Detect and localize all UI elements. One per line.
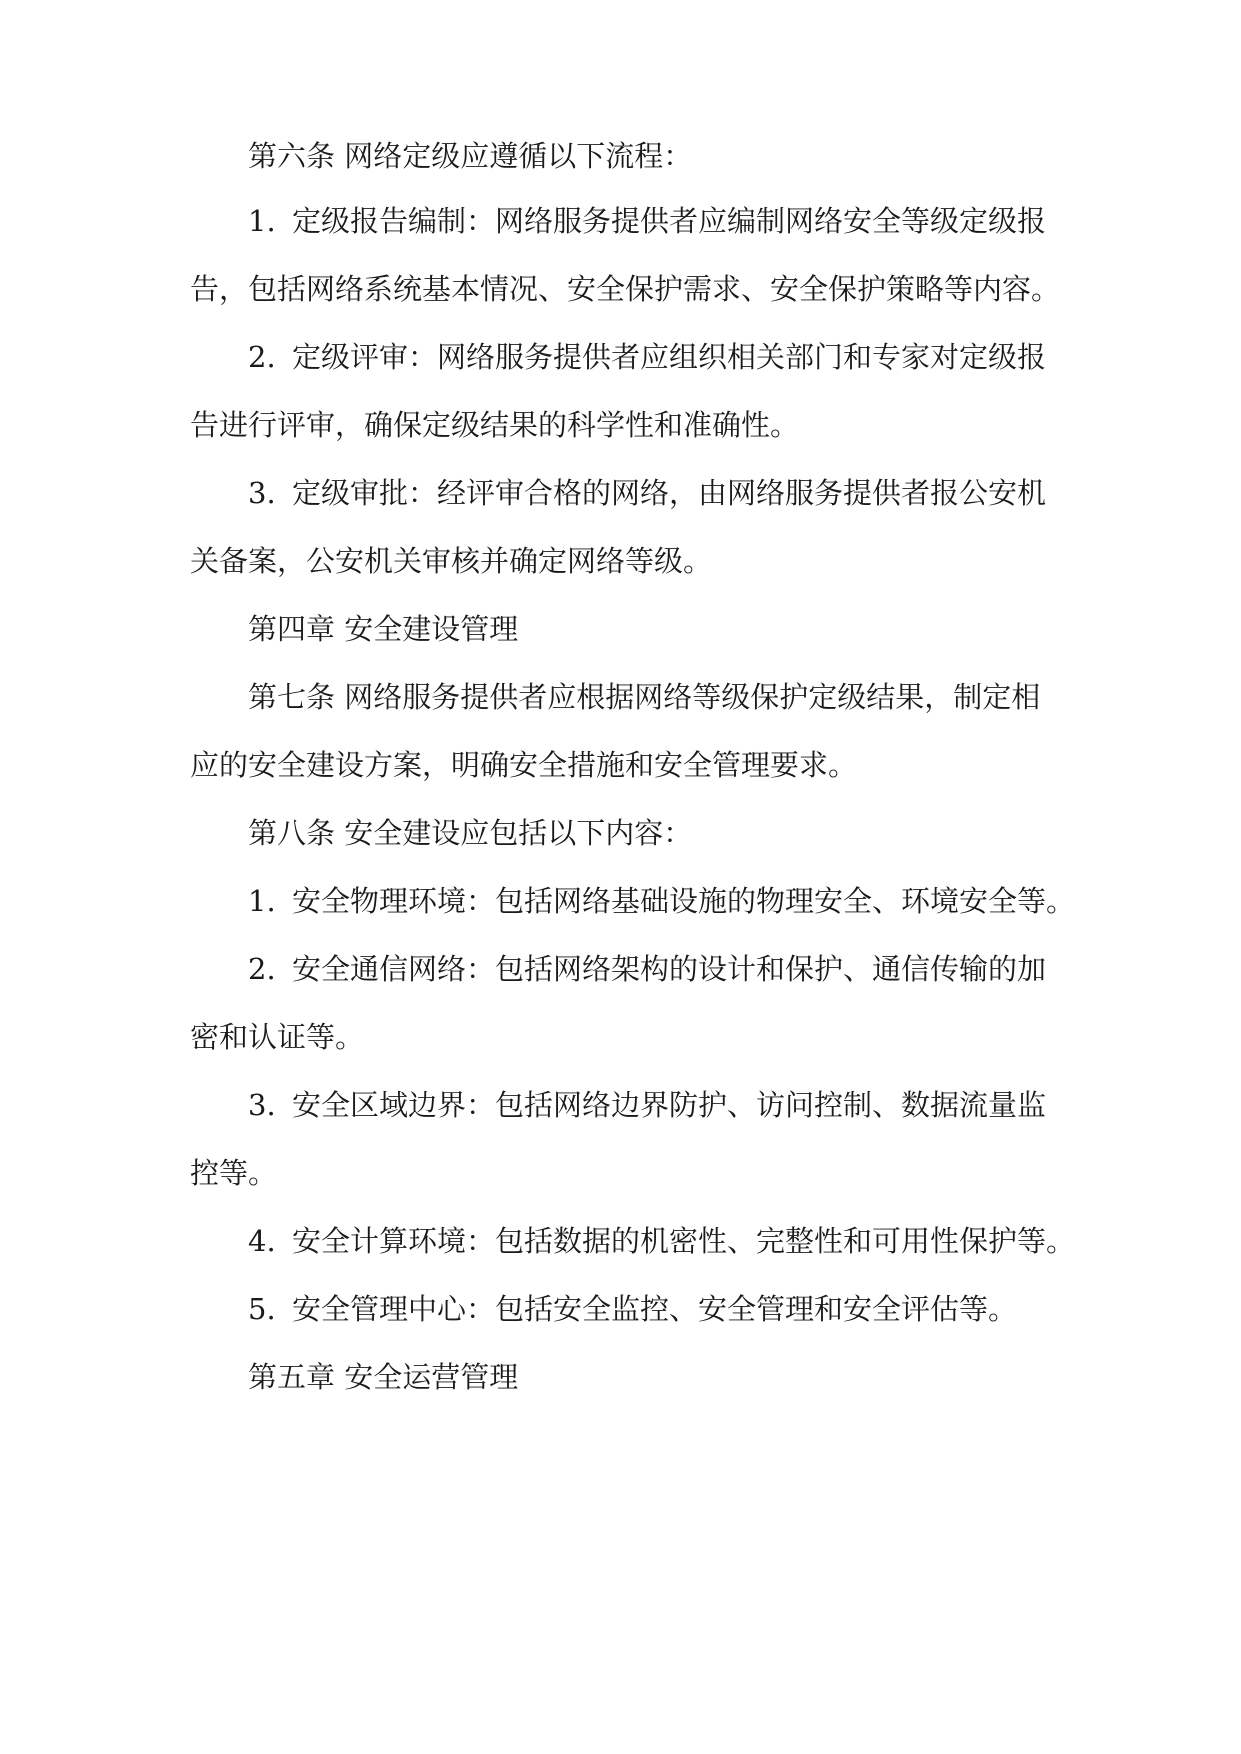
list-item-2-line-2: 告进行评审，确保定级结果的科学性和准确性。 <box>190 408 800 442</box>
list-item-1-line-1: 1. 定级报告编制：网络服务提供者应编制网络安全等级定级报 <box>248 201 1046 241</box>
article-7-line-2: 应的安全建设方案，明确安全措施和安全管理要求。 <box>190 748 858 782</box>
content-item-2-line-2: 密和认证等。 <box>190 1020 365 1054</box>
chapter-5-heading: 第五章 安全运营管理 <box>248 1360 519 1394</box>
list-number: 3. <box>248 1088 276 1122</box>
article-8-heading: 第八条 安全建设应包括以下内容： <box>248 816 693 850</box>
list-item-3-line-2: 关备案，公安机关审核并确定网络等级。 <box>190 544 713 578</box>
list-item-2-line-1: 2. 定级评审：网络服务提供者应组织相关部门和专家对定级报 <box>248 337 1046 377</box>
content-item-4: 4. 安全计算环境：包括数据的机密性、完整性和可用性保护等。 <box>248 1221 1075 1261</box>
content-item-3-line-2: 控等。 <box>190 1156 278 1190</box>
content-item-1: 1. 安全物理环境：包括网络基础设施的物理安全、环境安全等。 <box>248 881 1075 921</box>
list-number: 3. <box>248 476 276 510</box>
list-number: 1. <box>248 204 276 238</box>
list-item-3-line-1: 3. 定级审批：经评审合格的网络，由网络服务提供者报公安机 <box>248 473 1046 513</box>
article-6-heading: 第六条 网络定级应遵循以下流程： <box>248 139 693 173</box>
list-number: 2. <box>248 952 276 986</box>
list-number: 2. <box>248 340 276 374</box>
content-item-3-line-1: 3. 安全区域边界：包括网络边界防护、访问控制、数据流量监 <box>248 1085 1046 1125</box>
list-number: 1. <box>248 884 276 918</box>
list-item-1-line-2: 告，包括网络系统基本情况、安全保护需求、安全保护策略等内容。 <box>190 272 1061 306</box>
list-number: 4. <box>248 1224 276 1258</box>
content-item-2-line-1: 2. 安全通信网络：包括网络架构的设计和保护、通信传输的加 <box>248 949 1046 989</box>
chapter-4-heading: 第四章 安全建设管理 <box>248 612 519 646</box>
list-number: 5. <box>248 1292 276 1326</box>
article-7-line-1: 第七条 网络服务提供者应根据网络等级保护定级结果，制定相 <box>248 680 1041 714</box>
content-item-5: 5. 安全管理中心：包括安全监控、安全管理和安全评估等。 <box>248 1289 1017 1329</box>
